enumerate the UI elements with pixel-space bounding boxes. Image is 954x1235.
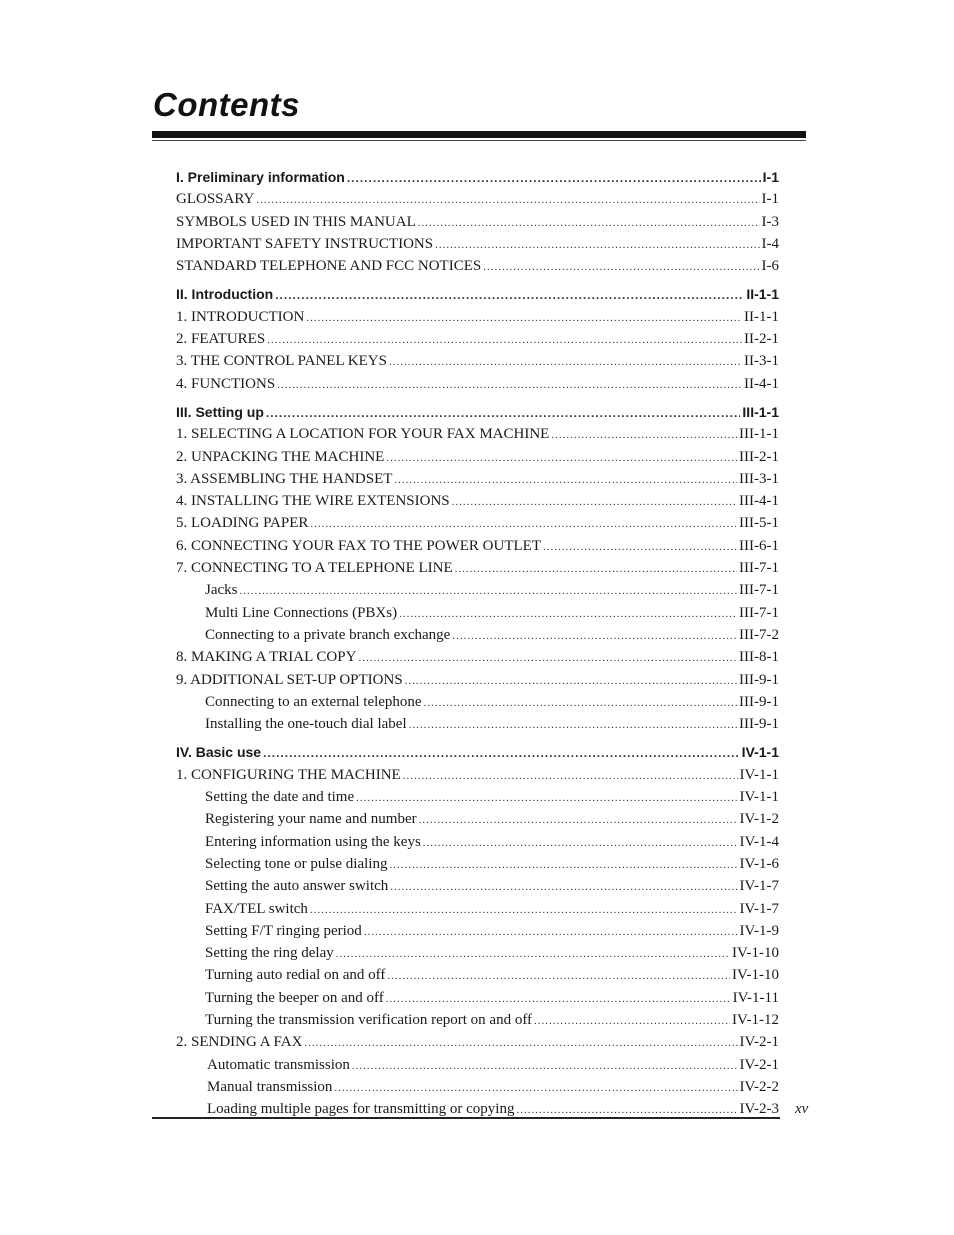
table-of-contents bbox=[176, 166, 779, 1120]
toc-entry-page: IV-1-1 bbox=[739, 766, 779, 783]
toc-entry bbox=[176, 512, 779, 534]
toc-entry-label: III. Setting up bbox=[176, 403, 264, 420]
title-rule-thin bbox=[152, 140, 806, 141]
toc-entry bbox=[176, 942, 779, 964]
section-heading bbox=[176, 401, 779, 423]
toc-entry-page: IV-2-1 bbox=[739, 1056, 779, 1073]
toc-entry-page: III-2-1 bbox=[739, 448, 779, 465]
toc-entry-label: 1. SELECTING A LOCATION FOR YOUR FAX MACHINE bbox=[176, 426, 550, 443]
toc-entry-page: I-6 bbox=[761, 258, 779, 275]
toc-entry-page: III-8-1 bbox=[739, 649, 779, 666]
dot-leader bbox=[403, 765, 738, 787]
toc-entry-label: Installing the one-touch dial label bbox=[205, 716, 407, 733]
toc-entry bbox=[176, 964, 779, 986]
toc-entry bbox=[176, 468, 779, 490]
toc-entry-page: III-3-1 bbox=[739, 470, 779, 487]
dot-leader bbox=[306, 307, 742, 329]
toc-entry bbox=[176, 350, 779, 372]
dot-leader bbox=[356, 787, 737, 809]
toc-entry bbox=[176, 898, 779, 920]
toc-entry-page: II-4-1 bbox=[744, 375, 779, 392]
toc-entry-label: 2. SENDING A FAX bbox=[176, 1034, 303, 1051]
toc-entry-label: 4. FUNCTIONS bbox=[176, 375, 276, 392]
dot-leader bbox=[310, 899, 738, 921]
dot-leader bbox=[267, 329, 742, 351]
toc-entry-page: IV-1-4 bbox=[739, 833, 779, 850]
toc-entry-page: II-2-1 bbox=[744, 331, 779, 348]
dot-leader bbox=[452, 625, 737, 647]
dot-leader bbox=[483, 256, 759, 278]
toc-entry-label: Setting the ring delay bbox=[205, 945, 334, 962]
toc-entry-page: IV-1-7 bbox=[739, 900, 779, 917]
toc-entry-page: III-7-1 bbox=[739, 604, 779, 621]
toc-entry bbox=[176, 669, 779, 691]
toc-entry-page: IV-1-10 bbox=[732, 967, 779, 984]
dot-leader bbox=[435, 234, 759, 256]
dot-leader bbox=[352, 1055, 738, 1077]
section-heading bbox=[176, 283, 779, 305]
dot-leader bbox=[394, 469, 737, 491]
toc-entry-page: III-9-1 bbox=[739, 693, 779, 710]
toc-entry bbox=[176, 624, 779, 646]
footer-rule bbox=[152, 1117, 780, 1119]
section-heading bbox=[176, 166, 779, 188]
dot-leader bbox=[334, 1077, 737, 1099]
dot-leader bbox=[386, 447, 737, 469]
toc-entry-page: IV-1-12 bbox=[732, 1011, 779, 1028]
toc-entry-label: I. Preliminary information bbox=[176, 169, 345, 185]
toc-entry-label: 6. CONNECTING YOUR FAX TO THE POWER OUTLET bbox=[176, 537, 541, 554]
toc-entry-page: IV-1-1 bbox=[741, 744, 779, 761]
dot-leader bbox=[405, 670, 737, 692]
toc-entry-label: Turning the transmission verification report on and off bbox=[205, 1011, 533, 1028]
toc-entry-page: III-7-1 bbox=[739, 582, 779, 599]
dot-leader bbox=[387, 965, 730, 987]
toc-entry bbox=[176, 535, 779, 557]
toc-entry bbox=[176, 579, 779, 601]
section-heading bbox=[176, 741, 779, 763]
toc-entry-label: IV. Basic use bbox=[176, 744, 262, 761]
toc-entry-label: STANDARD TELEPHONE AND FCC NOTICES bbox=[176, 258, 482, 275]
toc-entry-page: IV-1-6 bbox=[739, 855, 779, 872]
toc-entry-label: Connecting to a private branch exchange bbox=[205, 626, 451, 643]
dot-leader bbox=[266, 402, 741, 424]
dot-leader bbox=[364, 921, 738, 943]
toc-entry bbox=[176, 987, 779, 1009]
toc-entry-label: Loading multiple pages for transmitting or copying bbox=[207, 1101, 515, 1118]
toc-entry-page: IV-1-1 bbox=[739, 789, 779, 806]
toc-entry-page: IV-2-3 bbox=[739, 1101, 779, 1118]
toc-entry bbox=[176, 808, 779, 830]
dot-leader bbox=[399, 603, 737, 625]
dot-leader bbox=[455, 558, 737, 580]
toc-entry-label: 1. CONFIGURING THE MACHINE bbox=[176, 766, 401, 783]
toc-entry-label: Jacks bbox=[205, 582, 238, 599]
toc-entry-label: 9. ADDITIONAL SET-UP OPTIONS bbox=[176, 671, 403, 688]
dot-leader bbox=[256, 189, 759, 211]
toc-entry bbox=[176, 557, 779, 579]
toc-entry bbox=[176, 646, 779, 668]
toc-entry bbox=[176, 423, 779, 445]
toc-entry-label: FAX/TEL switch bbox=[205, 900, 308, 917]
toc-entry bbox=[176, 255, 779, 277]
toc-entry-label: Entering information using the keys bbox=[205, 833, 421, 850]
page-title: Contents bbox=[153, 86, 300, 123]
toc-entry-page: I-1 bbox=[761, 191, 779, 208]
toc-entry-page: IV-1-2 bbox=[739, 811, 779, 828]
dot-leader bbox=[336, 943, 730, 965]
toc-entry bbox=[176, 211, 779, 233]
toc-entry-page: IV-1-9 bbox=[739, 922, 779, 939]
toc-entry-label: 3. THE CONTROL PANEL KEYS bbox=[176, 353, 387, 370]
toc-entry-page: III-9-1 bbox=[739, 671, 779, 688]
toc-entry bbox=[176, 1009, 779, 1031]
toc-entry-label: GLOSSARY bbox=[176, 191, 255, 208]
toc-entry-page: IV-1-11 bbox=[732, 989, 779, 1006]
toc-entry bbox=[176, 188, 779, 210]
toc-entry bbox=[176, 713, 779, 735]
toc-entry-label: 1. INTRODUCTION bbox=[176, 308, 305, 325]
toc-entry-label: Manual transmission bbox=[207, 1078, 333, 1095]
toc-entry bbox=[176, 490, 779, 512]
toc-entry-label: 3. ASSEMBLING THE HANDSET bbox=[176, 470, 393, 487]
toc-entry bbox=[176, 373, 779, 395]
toc-entry bbox=[176, 233, 779, 255]
dot-leader bbox=[310, 513, 737, 535]
dot-leader bbox=[304, 1032, 737, 1054]
toc-entry bbox=[176, 1031, 779, 1053]
dot-leader bbox=[409, 714, 737, 736]
toc-entry bbox=[176, 446, 779, 468]
toc-entry-page: IV-2-2 bbox=[739, 1078, 779, 1095]
toc-entry-page: III-1-1 bbox=[742, 403, 779, 420]
toc-entry-page: III-7-2 bbox=[739, 626, 779, 643]
dot-leader bbox=[423, 832, 738, 854]
dot-leader bbox=[390, 876, 737, 898]
dot-leader bbox=[389, 854, 737, 876]
dot-leader bbox=[389, 351, 742, 373]
toc-entry-page: III-5-1 bbox=[739, 515, 779, 532]
title-rule bbox=[152, 131, 806, 138]
toc-entry bbox=[176, 853, 779, 875]
toc-entry-label: 7. CONNECTING TO A TELEPHONE LINE bbox=[176, 560, 453, 577]
toc-entry-label: II. Introduction bbox=[176, 286, 274, 303]
toc-entry-label: 8. MAKING A TRIAL COPY bbox=[176, 649, 357, 666]
toc-entry-label: Connecting to an external telephone bbox=[205, 693, 422, 710]
toc-entry-label: Setting F/T ringing period bbox=[205, 922, 362, 939]
toc-entry bbox=[176, 1076, 779, 1098]
toc-entry-label: 5. LOADING PAPER bbox=[176, 515, 309, 532]
page-number: xv bbox=[795, 1101, 809, 1117]
toc-entry bbox=[176, 875, 779, 897]
toc-entry-label: SYMBOLS USED IN THIS MANUAL bbox=[176, 213, 416, 230]
toc-entry-page: III-7-1 bbox=[739, 560, 779, 577]
toc-entry bbox=[176, 328, 779, 350]
toc-entry bbox=[176, 306, 779, 328]
toc-entry-label: Setting the date and time bbox=[205, 789, 355, 806]
dot-leader bbox=[452, 491, 737, 513]
toc-entry-label: Turning auto redial on and off bbox=[205, 967, 386, 984]
toc-entry-label: IMPORTANT SAFETY INSTRUCTIONS bbox=[176, 235, 434, 252]
toc-entry-label: Registering your name and number bbox=[205, 811, 417, 828]
toc-entry bbox=[176, 602, 779, 624]
dot-leader bbox=[551, 424, 737, 446]
toc-entry bbox=[176, 786, 779, 808]
toc-entry-page: II-1-1 bbox=[746, 286, 779, 303]
toc-entry bbox=[176, 691, 779, 713]
dot-leader bbox=[358, 647, 737, 669]
toc-entry-page: IV-1-10 bbox=[732, 945, 779, 962]
dot-leader bbox=[275, 284, 744, 306]
toc-entry-page: III-4-1 bbox=[739, 493, 779, 510]
toc-entry bbox=[176, 831, 779, 853]
toc-entry-label: 2. FEATURES bbox=[176, 331, 266, 348]
toc-entry-label: Setting the auto answer switch bbox=[205, 878, 389, 895]
dot-leader bbox=[263, 742, 740, 764]
toc-entry-page: II-1-1 bbox=[744, 308, 779, 325]
dot-leader bbox=[419, 809, 738, 831]
toc-entry-label: Multi Line Connections (PBXs) bbox=[205, 604, 398, 621]
dot-leader bbox=[386, 988, 731, 1010]
dot-leader bbox=[534, 1010, 730, 1032]
toc-entry-label: Turning the beeper on and off bbox=[205, 989, 384, 1006]
dot-leader bbox=[424, 692, 737, 714]
dot-leader bbox=[543, 536, 737, 558]
toc-entry-page: I-3 bbox=[761, 213, 779, 230]
toc-entry-page: IV-2-1 bbox=[739, 1034, 779, 1051]
toc-entry-label: 4. INSTALLING THE WIRE EXTENSIONS bbox=[176, 493, 450, 510]
toc-entry-label: Selecting tone or pulse dialing bbox=[205, 855, 388, 872]
dot-leader bbox=[418, 212, 760, 234]
dot-leader bbox=[277, 374, 742, 396]
toc-entry bbox=[176, 920, 779, 942]
toc-entry-page: I-1 bbox=[762, 169, 779, 185]
toc-entry-page: III-9-1 bbox=[739, 716, 779, 733]
toc-entry-label: 2. UNPACKING THE MACHINE bbox=[176, 448, 385, 465]
toc-entry-label: Automatic transmission bbox=[207, 1056, 350, 1073]
toc-entry-page: II-3-1 bbox=[744, 353, 779, 370]
toc-entry bbox=[176, 1054, 779, 1076]
toc-entry-page: III-6-1 bbox=[739, 537, 779, 554]
dot-leader bbox=[347, 167, 761, 189]
toc-entry bbox=[176, 764, 779, 786]
dot-leader bbox=[240, 580, 738, 602]
toc-entry-page: IV-1-7 bbox=[739, 878, 779, 895]
toc-entry-page: III-1-1 bbox=[739, 426, 779, 443]
toc-entry-page: I-4 bbox=[761, 235, 779, 252]
